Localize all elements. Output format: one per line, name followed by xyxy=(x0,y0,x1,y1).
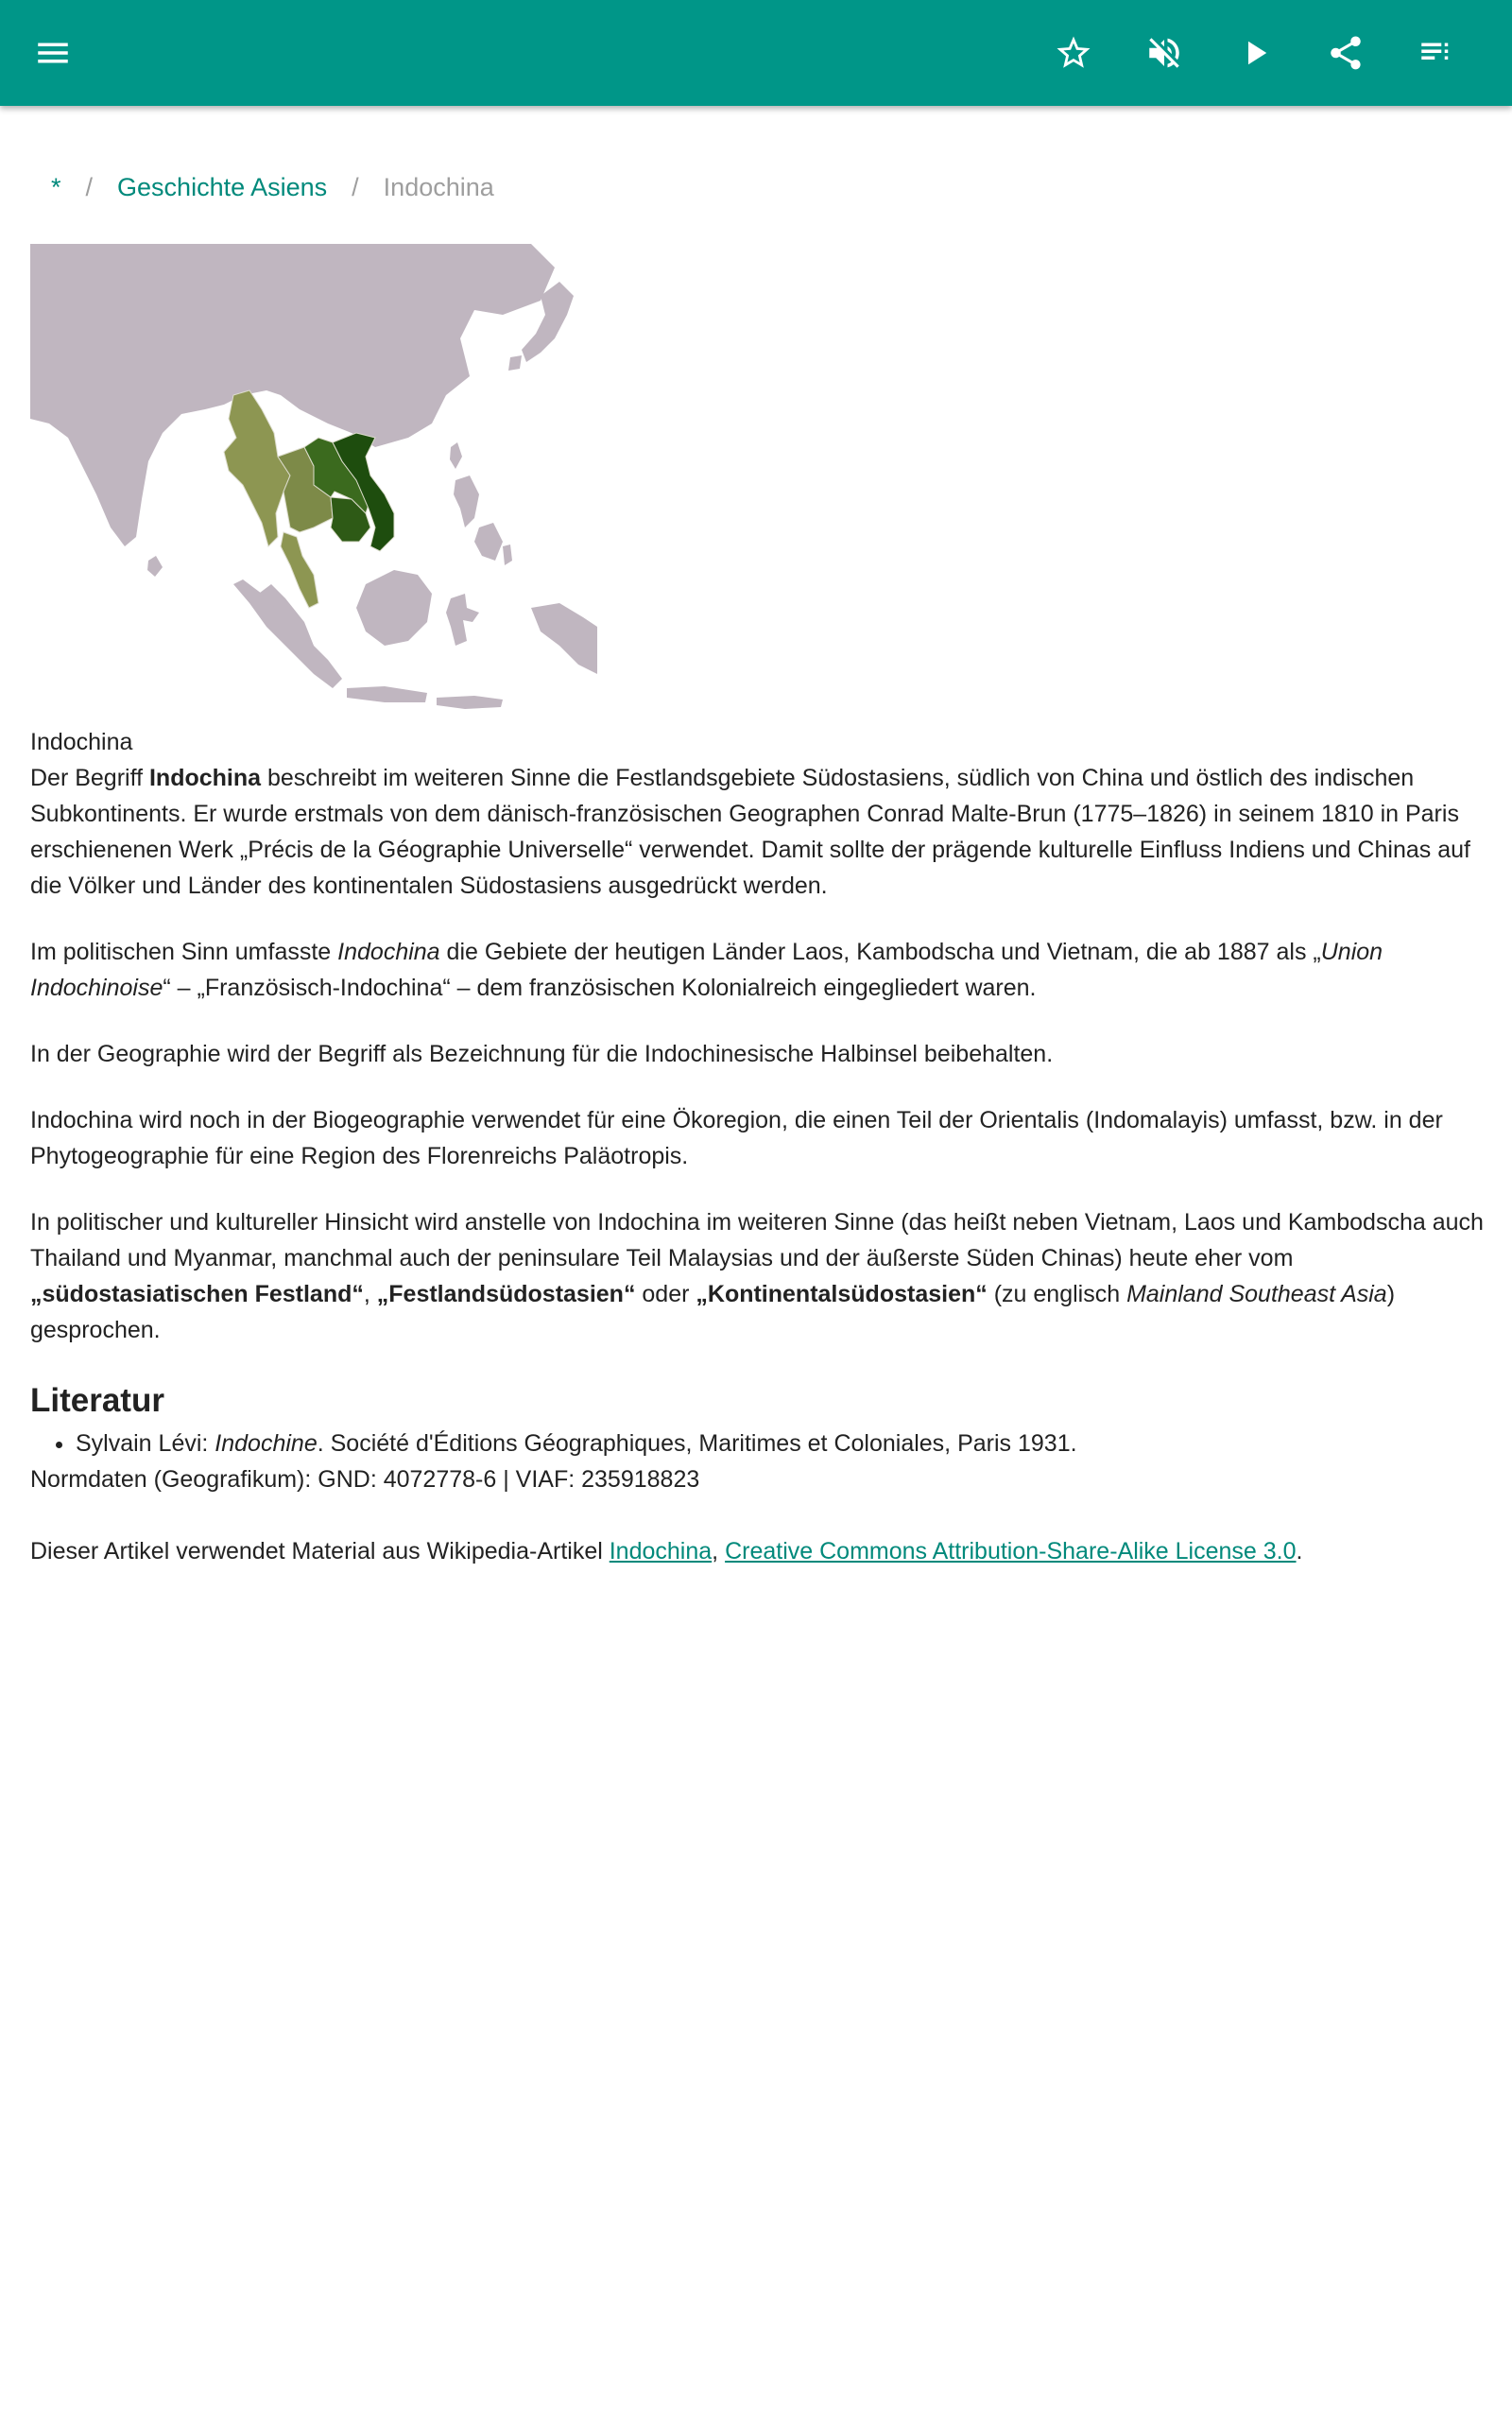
text-run: oder xyxy=(635,1281,696,1307)
volume-off-icon[interactable] xyxy=(1134,23,1194,83)
text-run: , xyxy=(363,1281,377,1307)
text-run: , xyxy=(712,1538,726,1564)
attribution-footer xyxy=(30,1533,1486,1569)
play-icon[interactable] xyxy=(1225,23,1285,83)
text-run: . Société d'Éditions Géographiques, Maritimes et Coloniales, Paris 1931. xyxy=(317,1430,1077,1457)
breadcrumb-separator: / xyxy=(85,173,94,201)
text-run: Der Begriff xyxy=(30,765,149,791)
wikipedia-article-link[interactable]: Indochina xyxy=(609,1538,713,1564)
normdaten: Normdaten (Geografikum): GND: 4072778-6 | VIAF: 235918823 xyxy=(30,1466,700,1493)
menu-icon[interactable] xyxy=(23,23,83,83)
playlist-icon[interactable] xyxy=(1406,23,1467,83)
section-heading-literatur: Literatur xyxy=(30,1382,164,1419)
text-run: Im politischen Sinn umfasste xyxy=(30,939,338,965)
italic-term: Mainland Southeast Asia xyxy=(1126,1281,1387,1307)
breadcrumb-home-link[interactable]: * xyxy=(51,173,61,201)
text-run: die Gebiete der heutigen Länder Laos, Kambodscha und Vietnam, die ab 1887 als „ xyxy=(439,939,1321,965)
breadcrumb-parent-link[interactable]: Geschichte Asiens xyxy=(117,173,328,201)
app-toolbar xyxy=(0,0,1512,106)
text-run: “ – „Französisch-Indochina“ – dem französischen Kolonialreich eingegliedert waren. xyxy=(163,975,1037,1001)
article-content xyxy=(30,724,1486,1569)
paragraph-geography: In der Geographie wird der Begriff als Bezeichnung für die Indochinesische Halbinsel beibehalten. xyxy=(30,1041,1054,1067)
bold-term: „südostasiatischen Festland“ xyxy=(30,1281,364,1307)
literature-list xyxy=(30,1426,1486,1461)
indochina-map-image[interactable] xyxy=(30,244,597,717)
bold-term: „Kontinentalsüdostasien“ xyxy=(696,1281,988,1307)
text-run: Sylvain Lévi: xyxy=(76,1430,215,1457)
paragraph-cultural xyxy=(30,1204,1486,1348)
text-run: Dieser Artikel verwendet Material aus Wikipedia-Artikel xyxy=(30,1538,610,1564)
italic-term: Indochine xyxy=(215,1430,318,1457)
paragraph-biogeography: Indochina wird noch in der Biogeographie verwendet für eine Ökoregion, die einen Teil der Orientalis (Indomalayis) umfasst, bzw. in der Phytogeographie für eine Region des Florenreichs Paläotropis. xyxy=(30,1107,1443,1169)
breadcrumb xyxy=(51,168,494,206)
bold-term: „Festlandsüdostasien“ xyxy=(376,1281,636,1307)
image-caption: Indochina xyxy=(30,729,133,755)
text-run: . xyxy=(1296,1538,1303,1564)
breadcrumb-separator: / xyxy=(352,173,359,201)
text-run: beschreibt im weiteren Sinne die Festlandsgebiete Südostasiens, südlich von China und östlich des indischen Subkontinents. Er wurde erstmals von dem dänisch-französischen Geographen Conrad Malte-Brun (1775–1826) in seinem 1810 in Paris erschienenen Werk „Précis de la Géographie Universelle“ verwendet. Damit sollte der prägende kulturelle Einfluss Indiens und Chinas auf die Völker und Länder des kontinentalen Südostasiens ausgedrückt werden. xyxy=(30,765,1470,899)
license-link[interactable]: Creative Commons Attribution-Share-Alike License 3.0 xyxy=(725,1538,1297,1564)
breadcrumb-current: Indochina xyxy=(383,173,494,201)
paragraph-intro xyxy=(30,760,1486,904)
share-icon[interactable] xyxy=(1315,23,1376,83)
text-run: (zu englisch xyxy=(987,1281,1127,1307)
italic-term: Indochina xyxy=(337,939,440,965)
italic-term: Union Indochinoise xyxy=(30,939,1383,1001)
paragraph-political xyxy=(30,934,1486,1006)
list-item xyxy=(76,1426,1486,1461)
bold-term: Indochina xyxy=(148,765,262,791)
text-run: In politischer und kultureller Hinsicht wird anstelle von Indochina im weiteren Sinne (das heißt neben Vietnam, Laos und Kambodscha auch Thailand und Myanmar, manchmal auch der peninsulare Teil Malaysias und der äußerste Süden Chinas) heute eher vom xyxy=(30,1209,1484,1271)
star-outline-icon[interactable] xyxy=(1043,23,1104,83)
text-run: ) gesprochen. xyxy=(30,1281,1396,1343)
